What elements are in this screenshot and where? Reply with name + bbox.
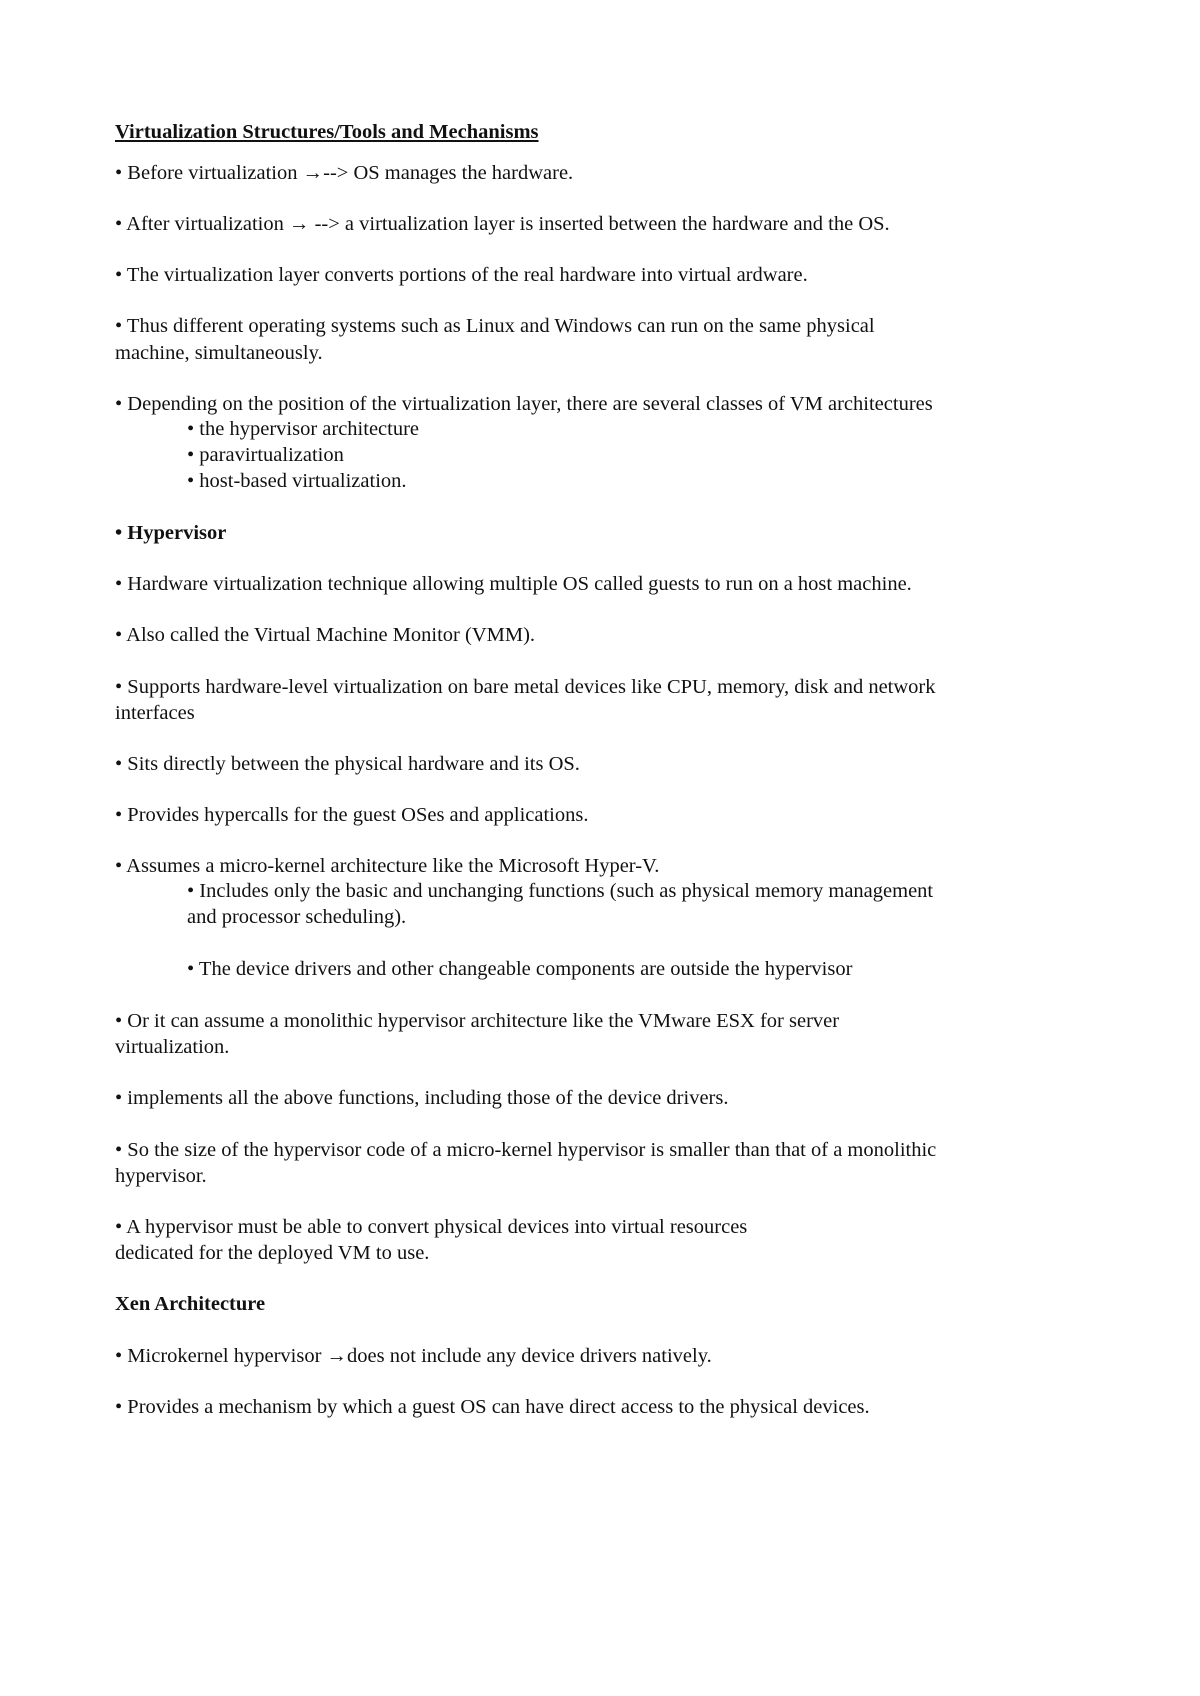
bullet-line: • Assumes a micro-kernel architecture like the Microsoft Hyper-V. — [115, 855, 660, 877]
bullet-line: • Provides hypercalls for the guest OSes and applications. — [115, 804, 589, 826]
sub-bullet-line: • Includes only the basic and unchanging functions (such as physical memory management — [187, 880, 934, 902]
bullet-line: • So the size of the hypervisor code of a micro-kernel hypervisor is smaller than that of a monolithic — [115, 1139, 937, 1161]
continuation-line: machine, simultaneously. — [115, 342, 323, 364]
document-title: Virtualization Structures/Tools and Mechanisms — [115, 121, 539, 143]
bullet-line: • Sits directly between the physical hardware and its OS. — [115, 753, 580, 775]
bullet-line: • Also called the Virtual Machine Monitor (VMM). — [115, 624, 536, 646]
bullet-line: • Before virtualization →--> OS manages the hardware. — [115, 162, 574, 184]
continuation-line: and processor scheduling). — [187, 906, 407, 928]
bullet-line: • After virtualization → --> a virtualization layer is inserted between the hardware and the OS. — [115, 213, 890, 235]
sub-bullet-line: • the hypervisor architecture — [187, 418, 420, 440]
bullet-line: • Hardware virtualization technique allowing multiple OS called guests to run on a host machine. — [115, 573, 912, 595]
bullet-line: • Provides a mechanism by which a guest OS can have direct access to the physical devices. — [115, 1396, 870, 1418]
sub-bullet-line: • The device drivers and other changeable components are outside the hypervisor — [187, 958, 853, 980]
bullet-line: • A hypervisor must be able to convert physical devices into virtual resources — [115, 1216, 748, 1238]
sub-bullet-line: • paravirtualization — [187, 444, 344, 466]
bullet-line: • Microkernel hypervisor →does not include any device drivers natively. — [115, 1345, 712, 1367]
section-heading-xen: Xen Architecture — [115, 1293, 266, 1315]
bullet-line: • Thus different operating systems such as Linux and Windows can run on the same physical — [115, 315, 875, 337]
sub-bullet-line: • host-based virtualization. — [187, 470, 407, 492]
bullet-line: • The virtualization layer converts portions of the real hardware into virtual ardware. — [115, 264, 808, 286]
continuation-line: hypervisor. — [115, 1165, 207, 1187]
bullet-line: • implements all the above functions, including those of the device drivers. — [115, 1087, 729, 1109]
continuation-line: dedicated for the deployed VM to use. — [115, 1242, 430, 1264]
continuation-line: virtualization. — [115, 1036, 230, 1058]
bullet-line: • Depending on the position of the virtualization layer, there are several classes of VM architectures — [115, 393, 933, 415]
continuation-line: interfaces — [115, 702, 195, 724]
bullet-line: • Supports hardware-level virtualization on bare metal devices like CPU, memory, disk and network — [115, 676, 936, 698]
bullet-line: • Or it can assume a monolithic hypervisor architecture like the VMware ESX for server — [115, 1010, 840, 1032]
section-heading-hypervisor: • Hypervisor — [115, 522, 227, 544]
